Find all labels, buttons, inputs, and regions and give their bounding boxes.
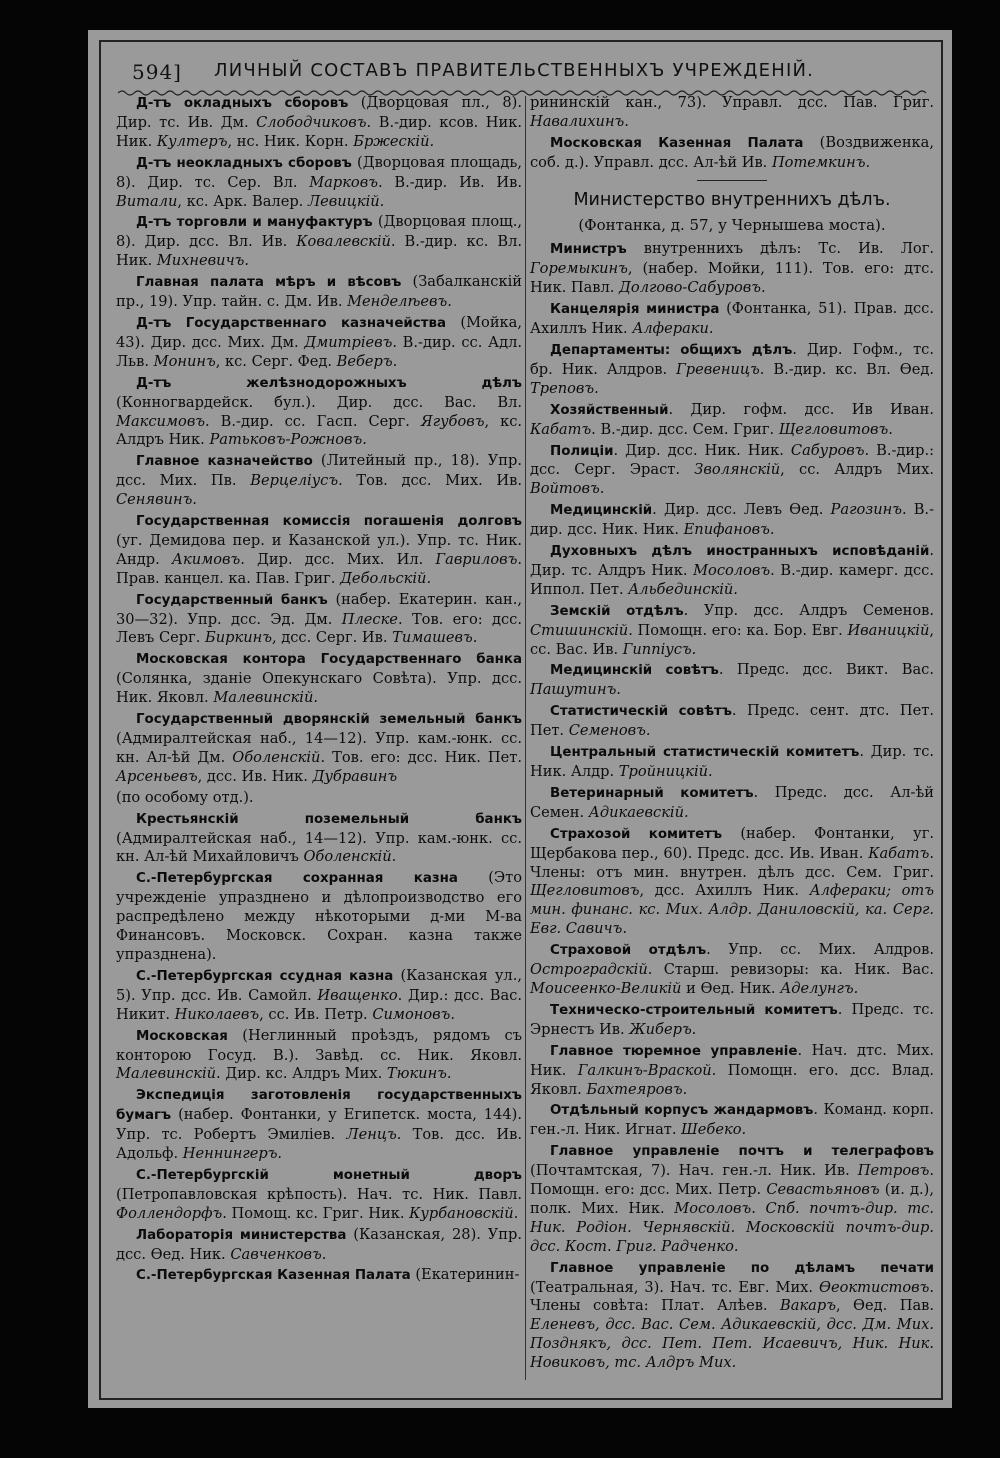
entry-text: (Солянка, зданіе Опекунскаго Совѣта). Упр. дсс. Ник. Яковл. bbox=[116, 670, 522, 707]
entry-name: Тройницкій. bbox=[618, 763, 713, 780]
entry-name: Верцеліусъ bbox=[250, 472, 339, 490]
entry bbox=[530, 702, 934, 741]
entry-heading: Московская bbox=[136, 1028, 228, 1044]
entry-text: (Адмиралтейская наб., 14—12). Упр. кам.-юнк. сс. кн. Ал-ѣй Михайловичъ bbox=[116, 829, 522, 866]
entry-heading: Государственный банкъ bbox=[136, 592, 328, 608]
entry bbox=[116, 1027, 522, 1085]
entry-text: , дсс. Серг. Ив. bbox=[271, 629, 393, 647]
entry-text: (Забалканскій пр., 19). Упр. тайн. с. Дм. Ив. bbox=[116, 273, 522, 311]
entry-text: (Конногвардейск. бул.). Дир. дсс. Вас. Вл. bbox=[116, 393, 522, 411]
entry-text: . В.-дир. камерг. дсс. Иппол. Пет. bbox=[530, 561, 934, 598]
entry bbox=[116, 1226, 522, 1265]
entry-name: Бржескій. bbox=[353, 132, 435, 150]
entry-name: Вакаръ bbox=[780, 1297, 836, 1315]
entry-name: Сенявинъ. bbox=[116, 491, 197, 509]
entry-text: . Дир. тс. Алдръ Ник. bbox=[530, 542, 934, 579]
entry-heading: С.-Петербургская Казенная Палата bbox=[136, 1268, 411, 1284]
entry-heading: Хозяйственный bbox=[550, 402, 669, 418]
entry-text: (Фонтанка, 51). Прав. дсс. Ахиллъ Ник. bbox=[530, 300, 934, 338]
entry-name: Дмитріевъ bbox=[304, 333, 393, 351]
entry-name: Арсеньевъ bbox=[116, 767, 198, 785]
entry-name: Слободчиковъ bbox=[256, 113, 367, 131]
entry-heading: Медицинскій совѣтъ bbox=[550, 663, 719, 679]
entry-text: (набер. Фонтанки, у Египетск. моста, 144). Упр. тс. Робертъ Эмиліев. bbox=[116, 1106, 522, 1144]
entry-text: , сс. Ив. Петр. bbox=[259, 1005, 373, 1023]
entry-name: Симоновъ. bbox=[372, 1005, 456, 1023]
entry-heading: Страхозой комитетъ bbox=[550, 826, 723, 842]
entry-name: Михневичъ. bbox=[156, 252, 250, 270]
entry bbox=[116, 452, 522, 510]
entry-name: Галкинъ-Враской bbox=[577, 1061, 712, 1079]
right-column bbox=[530, 94, 934, 1375]
entry-name: Аделунгъ. bbox=[780, 979, 859, 997]
page-title: ЛИЧНЫЙ СОСТАВЪ ПРАВИТЕЛЬСТВЕННЫХЪ УЧРЕЖДЕНІЙ. bbox=[214, 60, 815, 81]
entry-text: и Ѳед. Ник. bbox=[681, 979, 781, 997]
entry-text: . Предс. дсс. Ал-ѣй Семен. bbox=[530, 783, 934, 821]
entry-heading: Духовныхъ дѣлъ иностранныхъ исповѣданій bbox=[550, 544, 930, 560]
entry-heading: Земскій отдѣлъ bbox=[550, 603, 684, 619]
entry-heading: Канцелярія министра bbox=[550, 302, 720, 318]
entry-text: . Дир. тс. Ник. Алдр. bbox=[530, 743, 934, 780]
entry-text: . Члены: отъ мин. внутрен. дѣлъ дсс. Сем. Григ. bbox=[530, 844, 934, 881]
entry-text: . Нач. дтс. Мих. Ник. bbox=[530, 1041, 934, 1079]
entry-text: (уг. Демидова пер. и Казанской ул.). Упр. тс. Ник. Андр. bbox=[116, 531, 522, 568]
entry-heading: Главное управленіе по дѣламъ печати bbox=[550, 1260, 934, 1276]
entry-text: . Помощн. его: дсс. Мих. Петр. bbox=[530, 1162, 934, 1199]
entry-text: , кс. Серг. Фед. bbox=[215, 352, 337, 370]
entry-text: (Литейный пр., 18). Упр. дсс. Мих. Пв. bbox=[116, 452, 522, 490]
entry-text: (Это учрежденіе упразднено и дѣлопроизводство его распредѣлено между нѣкоторыми д-ми М-ва Финансовъ. Московск. Сохран. казна также упразднена). bbox=[116, 869, 523, 963]
entry-heading: Главное управленіе почтъ и телеграфовъ bbox=[550, 1144, 934, 1160]
entry-name: Оболенскій. bbox=[303, 848, 397, 866]
entry-heading: С.-Петербургская сохранная казна bbox=[136, 871, 458, 887]
entry-text: . Дир. дсс. Ник. Ник. bbox=[613, 441, 791, 459]
entry bbox=[530, 784, 934, 823]
entry bbox=[116, 273, 522, 312]
entry bbox=[116, 314, 522, 372]
entry-text: . Прав. канцел. ка. Пав. Григ. bbox=[116, 550, 522, 587]
entry-name: Оболенскій bbox=[232, 748, 321, 766]
entry-text: . Помощн. его. дсс. Влад. Яковл. bbox=[530, 1061, 934, 1098]
entry-text: . Упр. дсс. Алдръ Семенов. bbox=[683, 601, 934, 619]
entry-text: (набер. Фонтанки, уг. Щербакова пер., 60). Предс. дсс. Ив. Иван. bbox=[530, 824, 934, 862]
entry-name: Иваницкій bbox=[847, 621, 930, 639]
entry-text: внутреннихъ дѣлъ: Тс. Ив. Лог. bbox=[626, 240, 934, 258]
section-heading: Министерство внутреннихъ дѣлъ. bbox=[573, 189, 891, 210]
entry-text: . Упр. сс. Мих. Алдров. bbox=[706, 941, 935, 959]
entry-text: . Члены совѣта: Плат. Алѣев. bbox=[530, 1278, 934, 1315]
entry-text: (по особому отд.). bbox=[116, 788, 254, 806]
entry bbox=[530, 1101, 934, 1140]
entry bbox=[116, 869, 522, 965]
entry bbox=[530, 240, 934, 298]
entry-name: Витали bbox=[116, 192, 178, 210]
section-divider bbox=[697, 180, 767, 181]
entry bbox=[116, 374, 522, 451]
entry-name: Семеновъ. bbox=[568, 722, 651, 740]
entry bbox=[116, 650, 522, 708]
running-header bbox=[130, 58, 930, 88]
entry bbox=[530, 1142, 934, 1256]
entry-text: (Театральная, 3). Нач. тс. Евг. Мих. bbox=[530, 1278, 819, 1296]
entry bbox=[116, 1166, 522, 1224]
entry-heading: Страховой отдѣлъ bbox=[550, 943, 707, 959]
entry-name: Горемыкинъ bbox=[530, 260, 628, 278]
entry-name: Навалихинъ. bbox=[530, 112, 629, 130]
entry-name: Николаевъ bbox=[174, 1005, 260, 1023]
entry-text: (Екатеринин- bbox=[410, 1266, 520, 1284]
entry-name: Ковалевскій bbox=[296, 233, 391, 251]
entry-name: Пашутинъ. bbox=[530, 681, 621, 699]
entry-text: . Тов. его: дсс. Ник. Пет. bbox=[320, 748, 522, 766]
entry-text: . В.-дир.: дсс. Серг. Эраст. bbox=[530, 441, 935, 479]
entry-text: рининскій кан., 73). Управл. дсс. Пав. Григ. bbox=[530, 94, 934, 111]
entry bbox=[116, 967, 522, 1025]
entry-name: Кабатъ bbox=[868, 844, 930, 862]
entry-name: Рагозинъ bbox=[830, 501, 902, 519]
entry-heading: Департаменты: общихъ дѣлъ bbox=[550, 342, 793, 358]
entry-heading: Д-тъ окладныхъ сборовъ bbox=[136, 96, 349, 111]
entry-name: Тюкинъ. bbox=[386, 1065, 452, 1083]
entry-text: (и. д.), полк. Мих. Ник. bbox=[530, 1181, 934, 1217]
entry-text: , Ѳед. Пав. bbox=[835, 1297, 934, 1315]
entry-name: Фоллендорфъ bbox=[116, 1204, 223, 1222]
entry-name: Ленцъ bbox=[346, 1126, 397, 1144]
entry-name: Тимашевъ. bbox=[392, 629, 478, 647]
entry-name: Зволянскій bbox=[694, 461, 781, 479]
entry-text: . В.-дир. кс. Вл. Ник. bbox=[116, 233, 522, 270]
entry-text: . Дир. кс. Алдръ Мих. bbox=[216, 1065, 387, 1083]
entry-name: Жиберъ. bbox=[629, 1020, 697, 1038]
entry-text: . Тов. дсс. Ив. Адольф. bbox=[116, 1126, 522, 1163]
entry-heading: Ветеринарный комитетъ bbox=[550, 785, 754, 801]
entry-name: Ратьковъ-Рожновъ. bbox=[209, 431, 367, 449]
entry-name: Альбединскій. bbox=[628, 580, 738, 598]
entry bbox=[530, 661, 934, 700]
entry bbox=[530, 1042, 934, 1100]
entry-text: . Дир. Гофм., тс. бр. Ник. Алдров. bbox=[530, 340, 934, 378]
entry-name: Савченковъ. bbox=[230, 1245, 327, 1263]
column-divider bbox=[525, 96, 526, 1380]
entry bbox=[530, 743, 934, 782]
entry-text: . Предс. сент. дтс. Пет. Пет. bbox=[530, 702, 934, 740]
entry-name: Ѳеоктистовъ bbox=[819, 1278, 930, 1296]
entry-name: Алфераки; отъ мин. финанс. кс. Мих. Алдр. Даниловскій, ка. Серг. Евг. Савичъ. bbox=[530, 882, 934, 938]
entry bbox=[116, 789, 522, 808]
entry bbox=[530, 94, 934, 132]
entry-heading: Московская Казенная Палата bbox=[550, 135, 804, 151]
entry-name: Стишинскій bbox=[530, 621, 629, 639]
entry-name: Адикаевскій. bbox=[588, 803, 689, 821]
entry-heading: Московская контора Государственнаго банка bbox=[136, 652, 522, 668]
entry-name: Плеске bbox=[341, 610, 398, 628]
entry-heading: Центральный статистическій комитетъ bbox=[550, 745, 860, 761]
entry-heading: Государственный дворянскій земельный банкъ bbox=[136, 712, 522, 728]
entry-text: (Воздвиженка, соб. д.). Управл. дсс. Ал-ѣй Ив. bbox=[530, 133, 935, 171]
entry-text: (Дворцовая площадь, 8). Дир. тс. Сер. Вл. bbox=[116, 153, 522, 191]
entry-name: Гиппіусъ. bbox=[622, 640, 697, 658]
entry-text: . Помощ. кс. Григ. Ник. bbox=[222, 1204, 410, 1222]
entry-name: Мосоловъ bbox=[693, 561, 771, 579]
entry-heading: Полиціи bbox=[550, 443, 614, 459]
entry-text: . Команд. корп. ген.-л. Ник. Игнат. bbox=[530, 1101, 934, 1139]
entry-text: (Петропавловская крѣпость). Нач. тс. Ник. Павл. bbox=[116, 1185, 522, 1203]
entry-name: Моисеенко-Великій bbox=[530, 979, 682, 997]
entry-text: . Дир. гофм. дсс. Ив Иван. bbox=[668, 400, 934, 418]
entry-name: Биркинъ bbox=[205, 629, 272, 647]
entry-text: . В.-дир. сс. Гасп. Серг. bbox=[205, 412, 421, 430]
entry-name: Алфераки. bbox=[632, 320, 714, 338]
entry bbox=[530, 442, 934, 500]
entry-heading: Министръ bbox=[550, 242, 627, 258]
entry-heading: Статистическій совѣтъ bbox=[550, 704, 732, 720]
entry bbox=[530, 1259, 934, 1373]
entry-name: Долгово-Сабуровъ. bbox=[619, 279, 766, 297]
entry-heading: Д-тъ неокладныхъ сборовъ bbox=[136, 155, 352, 171]
entry-text: (Адмиралтейская наб., 14—12). Упр. кам.-юнк. сс. кн. Ал-ѣй Дм. bbox=[116, 730, 522, 766]
entry-name: Потемкинъ. bbox=[771, 153, 871, 171]
entry-name: Шебеко. bbox=[681, 1121, 747, 1139]
entry-name: Левицкій. bbox=[307, 192, 385, 210]
entry-text: . Старш. ревизоры: ка. Ник. Вас. bbox=[647, 961, 934, 979]
entry-text: (Дворцовая пл., 8). Дир. тс. Ив. Дм. bbox=[116, 94, 522, 131]
entry-name: Веберъ. bbox=[336, 352, 398, 370]
entry-name: Монинъ bbox=[153, 352, 216, 370]
entry-text: . Помощн. его: ка. Бор. Евг. bbox=[628, 621, 848, 639]
entry-name: Епифановъ. bbox=[683, 521, 775, 539]
entry-text: (Почтамтская, 7). Нач. ген.-л. Ник. Ив. bbox=[530, 1162, 858, 1180]
entry-text: . В.-дир. сс. Адл. Льв. bbox=[116, 333, 522, 370]
entry-text: , (набер. Мойки, 111). Тов. его: дтс. Ник. Павл. bbox=[530, 260, 934, 297]
entry-name: Акимовъ bbox=[171, 550, 241, 568]
entry bbox=[530, 300, 934, 339]
entry-name: Максимовъ bbox=[116, 412, 206, 430]
entry-heading: Главное казначейство bbox=[136, 454, 313, 470]
entry-name: Гревеницъ bbox=[676, 360, 760, 378]
entry-text: . В.-дир. дсс. Ник. Ник. bbox=[530, 501, 934, 539]
entry-heading: Отдѣльный корпусъ жандармовъ bbox=[550, 1103, 814, 1119]
entry-heading: Крестьянскій поземельный банкъ bbox=[136, 811, 522, 827]
entry-text: , сс. Алдръ Мих. bbox=[780, 461, 934, 479]
entry-name: Марковъ bbox=[309, 173, 378, 191]
entry-name: Мосоловъ. Спб. почтъ-дир. тс. Ник. Родіон. Чернявскій. Московскій почтъ-дир. дсс. Кост. Григ. Радченко. bbox=[530, 1199, 934, 1255]
entry bbox=[116, 213, 522, 271]
entry bbox=[116, 512, 522, 589]
entry-heading: Главное тюремное управленіе bbox=[550, 1043, 798, 1059]
entry-text: . Дир. дсс. Левъ Ѳед. bbox=[652, 501, 831, 519]
entry bbox=[530, 825, 934, 939]
entry-heading: Д-тъ Государственнаго казначейства bbox=[136, 315, 447, 331]
entry-text: , кс. Алдръ Ник. bbox=[116, 412, 523, 449]
entry-name: Неннингеръ. bbox=[182, 1145, 283, 1163]
entry-text: (Казанская ул., 5). Упр. дсс. Ив. Самойл. bbox=[116, 966, 522, 1004]
entry bbox=[116, 1086, 522, 1164]
entry-name: Дебольскій. bbox=[340, 569, 432, 587]
entry-text: . В.-дир. ксов. Ник. Ник. bbox=[116, 113, 522, 150]
entry-name: Менделѣевъ. bbox=[347, 293, 452, 311]
entry-name: Малевинскій bbox=[116, 1065, 217, 1083]
entry bbox=[116, 710, 522, 787]
entry-heading: Главная палата мѣръ и вѣсовъ bbox=[136, 275, 402, 291]
entry-text: . Дир.: дсс. Вас. Никит. bbox=[116, 986, 522, 1023]
entry-heading: Лабораторія министерства bbox=[136, 1227, 347, 1243]
entry-name: Култеръ bbox=[156, 132, 228, 150]
entry-name: Гавриловъ bbox=[435, 550, 518, 568]
entry-text: . В.-дир. дсс. Сем. Григ. bbox=[591, 420, 779, 438]
entry-name: Бахтеяровъ. bbox=[586, 1080, 688, 1098]
entry-name: Ягубовъ bbox=[420, 412, 485, 430]
entry-name: Дубравинъ bbox=[312, 767, 398, 785]
entry-heading: С.-Петербургскій монетный дворъ bbox=[136, 1167, 522, 1183]
entry-heading: Д-тъ желѣзнодорожныхъ дѣлъ bbox=[136, 375, 522, 391]
entry-text: , дсс. Ахиллъ Ник. bbox=[639, 882, 810, 900]
entry-name: Щегловитовъ. bbox=[778, 420, 893, 438]
entry-name: Сабуровъ bbox=[790, 441, 865, 459]
entry-heading: Экспедиція заготовленія государственныхъ бумагъ bbox=[116, 1088, 522, 1124]
entry bbox=[530, 542, 934, 600]
entry-text: (Дворцовая площ., 8). Дир. дсс. Вл. Ив. bbox=[116, 213, 523, 251]
entry-text: . Предс. тс. Эрнестъ Ив. bbox=[530, 1000, 935, 1038]
entry-text: , дсс. Ив. Ник. bbox=[197, 767, 313, 785]
entry-heading: Государственная комиссія погашенія долговъ bbox=[136, 514, 522, 530]
entry bbox=[530, 941, 934, 999]
entry-text: , нс. Ник. Корн. bbox=[227, 132, 354, 150]
entry bbox=[530, 602, 934, 660]
entry-name: Еленевъ, дсс. Вас. Сем. Адикаевскій, дсс. Дм. Мих. Позднякъ, дсс. Пет. Пет. Исаевичъ, Ник. Ник. Новиковъ, тс. Алдръ Мих. bbox=[530, 1316, 934, 1372]
entry-name: Войтовъ. bbox=[530, 480, 605, 498]
entry-heading: С.-Петербургская ссудная казна bbox=[136, 968, 394, 984]
entry-text: . В.-дир. Ив. Ив. bbox=[377, 173, 522, 191]
entry bbox=[116, 154, 522, 212]
entry-text: . В.-дир. кс. Вл. Ѳед. bbox=[759, 360, 934, 378]
entry-name: Курбановскій. bbox=[409, 1204, 519, 1222]
entry bbox=[530, 1001, 934, 1040]
entry-text: . Предс. дсс. Викт. Вас. bbox=[718, 661, 934, 679]
entry-heading: Техническо-строительный комитетъ bbox=[550, 1002, 838, 1018]
entry bbox=[116, 810, 522, 868]
entry-name: Малевинскій. bbox=[213, 689, 318, 707]
entry-name: Иващенко bbox=[317, 986, 398, 1004]
entry-heading: Д-тъ торговли и мануфактуръ bbox=[136, 215, 373, 231]
entry-text: , кс. Арк. Валер. bbox=[177, 192, 308, 210]
entry bbox=[530, 501, 934, 540]
entry-name: Щегловитовъ bbox=[530, 882, 640, 900]
entry bbox=[116, 1266, 522, 1286]
entry-text: . Тов. его: дсс. Левъ Серг. bbox=[116, 610, 522, 647]
entry-text: (Мойка, 43). Дир. дсс. Мих. Дм. bbox=[116, 313, 523, 351]
entry-text: (Казанская, 28). Упр. дсс. Ѳед. Ник. bbox=[116, 1225, 522, 1263]
section-address: (Фонтанка, д. 57, у Чернышева моста). bbox=[578, 215, 886, 234]
entry-text: . Дир. дсс. Мих. Ил. bbox=[240, 550, 436, 568]
entry bbox=[530, 341, 934, 399]
entry-name: Треповъ. bbox=[530, 379, 599, 397]
entry-text: . Тов. дсс. Мих. Ив. bbox=[338, 472, 522, 490]
entry-text: (набер. Екатерин. кан., 30—32). Упр. дсс. Эд. Дм. bbox=[116, 590, 522, 628]
entry bbox=[116, 94, 522, 152]
entry-text: (Неглинный проѣздъ, рядомъ съ конторою Госуд. В.). Завѣд. сс. Ник. Яковл. bbox=[116, 1026, 522, 1064]
left-column bbox=[116, 94, 522, 1288]
entry-name: Остроградскій bbox=[530, 961, 648, 979]
entry bbox=[530, 401, 934, 440]
entry-name: Петровъ bbox=[857, 1162, 930, 1180]
entry bbox=[116, 591, 522, 649]
entry-name: Кабатъ bbox=[530, 420, 592, 438]
entry-heading: Медицинскій bbox=[550, 503, 653, 519]
entry-text: , сс. Вас. Ив. bbox=[530, 621, 934, 658]
entry bbox=[530, 134, 934, 173]
page-number: 594] bbox=[132, 60, 182, 84]
entry-name: Севастьяновъ bbox=[766, 1181, 880, 1199]
